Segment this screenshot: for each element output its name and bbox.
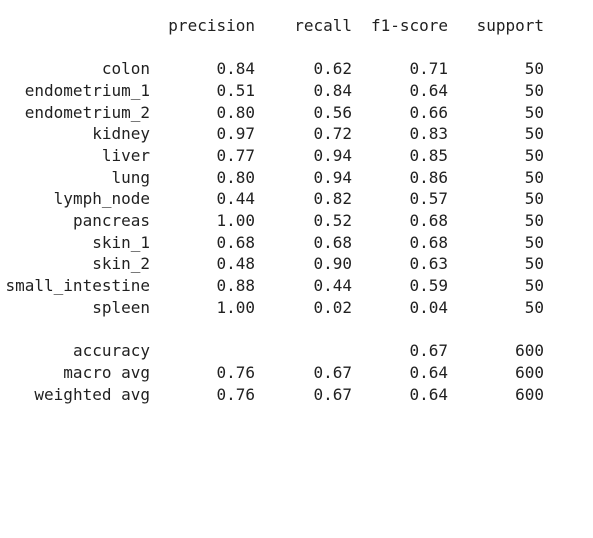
precision-value: 0.44 — [216, 189, 255, 208]
class-label: kidney — [92, 124, 150, 143]
recall-value: 0.67 — [313, 385, 352, 404]
support-value: 50 — [524, 146, 544, 165]
class-label: skin_2 — [92, 254, 150, 273]
support-value: 50 — [524, 103, 544, 122]
f1-score-value: 0.57 — [409, 189, 448, 208]
class-label: spleen — [92, 298, 150, 317]
summary-row-accuracy — [0, 340, 593, 362]
precision-value: 0.76 — [216, 363, 255, 382]
recall-value: 0.94 — [313, 168, 352, 187]
recall-value: 0.84 — [313, 81, 352, 100]
f1-score-value: 0.71 — [409, 59, 448, 78]
precision-value: 0.76 — [216, 385, 255, 404]
recall-value: 0.90 — [313, 254, 352, 273]
f1-score-value: 0.64 — [409, 385, 448, 404]
precision-value: 0.51 — [216, 81, 255, 100]
support-value: 50 — [524, 189, 544, 208]
recall-value: 0.68 — [313, 233, 352, 252]
support-value: 600 — [515, 385, 544, 404]
class-row — [0, 80, 593, 102]
f1-score-value: 0.04 — [409, 298, 448, 317]
summary-label: accuracy — [72, 341, 150, 360]
summary-label: macro avg — [63, 363, 150, 382]
class-label: pancreas — [72, 211, 150, 230]
support-value: 600 — [515, 363, 544, 382]
class-row — [0, 232, 593, 254]
class-row — [0, 167, 593, 189]
recall-value: 0.67 — [313, 363, 352, 382]
precision-value: 1.00 — [216, 298, 255, 317]
f1-score-value: 0.83 — [409, 124, 448, 143]
class-label: skin_1 — [92, 233, 150, 252]
f1-score-value: 0.59 — [409, 276, 448, 295]
support-value: 50 — [524, 233, 544, 252]
recall-value: 0.52 — [313, 211, 352, 230]
precision-value: 0.80 — [216, 103, 255, 122]
header-recall: recall — [294, 16, 352, 35]
f1-score-value: 0.64 — [409, 81, 448, 100]
header-f1-score: f1-score — [370, 16, 448, 35]
support-value: 50 — [524, 276, 544, 295]
class-label: lymph_node — [53, 189, 150, 208]
recall-value: 0.72 — [313, 124, 352, 143]
support-value: 50 — [524, 81, 544, 100]
recall-value: 0.82 — [313, 189, 352, 208]
precision-value: 0.84 — [216, 59, 255, 78]
summary-row-weighted-avg — [0, 384, 593, 406]
f1-score-value: 0.86 — [409, 168, 448, 187]
class-row — [0, 297, 593, 319]
class-row — [0, 102, 593, 124]
recall-value: 0.94 — [313, 146, 352, 165]
recall-value: 0.02 — [313, 298, 352, 317]
class-row — [0, 145, 593, 167]
support-value: 600 — [515, 341, 544, 360]
precision-value: 0.88 — [216, 276, 255, 295]
class-label: lung — [111, 168, 150, 187]
class-label: liver — [101, 146, 150, 165]
class-label: endometrium_2 — [24, 103, 150, 122]
class-label: endometrium_1 — [24, 81, 150, 100]
class-label: small_intestine — [5, 276, 150, 295]
f1-score-value: 0.63 — [409, 254, 448, 273]
support-value: 50 — [524, 124, 544, 143]
recall-value: 0.44 — [313, 276, 352, 295]
recall-value: 0.62 — [313, 59, 352, 78]
class-row — [0, 253, 593, 275]
precision-value: 0.80 — [216, 168, 255, 187]
f1-score-value: 0.64 — [409, 363, 448, 382]
class-row — [0, 58, 593, 80]
f1-score-value: 0.67 — [409, 341, 448, 360]
support-value: 50 — [524, 211, 544, 230]
support-value: 50 — [524, 298, 544, 317]
recall-value: 0.56 — [313, 103, 352, 122]
precision-value: 0.68 — [216, 233, 255, 252]
class-row — [0, 210, 593, 232]
f1-score-value: 0.85 — [409, 146, 448, 165]
header-precision: precision — [168, 16, 255, 35]
class-row — [0, 275, 593, 297]
precision-value: 1.00 — [216, 211, 255, 230]
precision-value: 0.48 — [216, 254, 255, 273]
precision-value: 0.77 — [216, 146, 255, 165]
summary-label: weighted avg — [34, 385, 150, 404]
f1-score-value: 0.66 — [409, 103, 448, 122]
class-label: colon — [101, 59, 150, 78]
header-row — [0, 15, 593, 37]
summary-row-macro-avg — [0, 362, 593, 384]
precision-value: 0.97 — [216, 124, 255, 143]
header-support: support — [476, 16, 544, 35]
class-row — [0, 188, 593, 210]
class-row — [0, 123, 593, 145]
support-value: 50 — [524, 168, 544, 187]
support-value: 50 — [524, 254, 544, 273]
f1-score-value: 0.68 — [409, 233, 448, 252]
support-value: 50 — [524, 59, 544, 78]
f1-score-value: 0.68 — [409, 211, 448, 230]
